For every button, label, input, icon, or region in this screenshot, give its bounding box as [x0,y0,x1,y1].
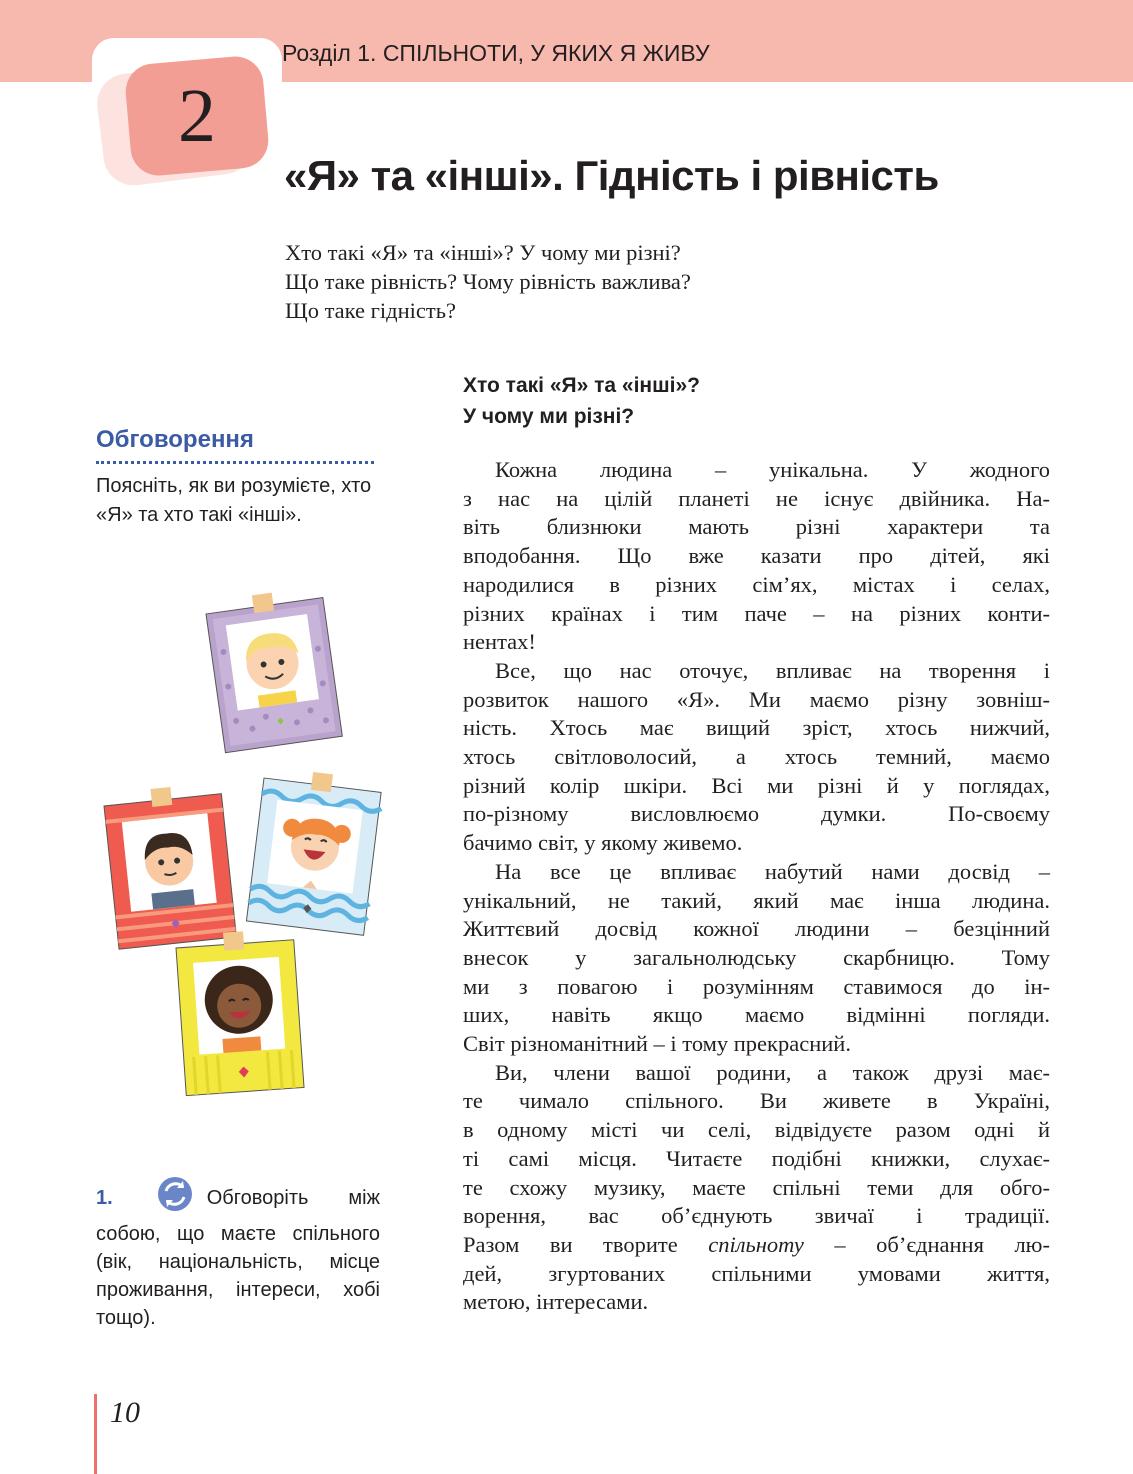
photo-frame-purple [204,586,342,753]
body-line: унікальний, не такий, який має інша людина. [463,887,1050,913]
body-line: те чимало спільного. Ви живете в Україні, [463,1088,1050,1114]
body-line: ми з повагою і розумінням ставимося до ін- [463,973,1050,999]
body-line: віть близнюки мають різні характери та [463,514,1050,540]
discussion-title: Обговорення [96,426,254,453]
body-line: те схожу музику, маєте спільні теми для обго- [463,1174,1050,1200]
lesson-title: «Я» та «інші». Гідність і рівність [284,152,939,199]
body-line: з нас на цілій планеті не існує двійника. На- [463,485,1050,511]
intro-questions [285,238,691,325]
subsection-heading-line: Хто такі «Я» та «інші»? [463,374,700,397]
body-line: в одному місті чи селі, відвідуєте разом одні й [463,1117,1050,1143]
subsection-heading-line: У чому ми різні? [463,405,635,428]
body-line: по-різному висловлюємо думки. По-своєму [463,801,1050,827]
page-bar [94,1394,97,1474]
intro-question: Що таке рівність? Чому рівність важлива? [285,269,691,294]
body-line: внесок у загальнолюдську скарбницю. Тому [463,944,1050,970]
body-line: вподобання. Що вже казати про дітей, які [463,543,1050,569]
photo-frame-red [103,782,237,949]
body-line: народилися в різних сім’ях, містах і селах, [463,571,1050,597]
discussion-divider [96,461,374,464]
children-photos-illustration [96,578,396,1108]
task-text: Обговоріть між собою, що маєте спільного (вік, національність, місце проживання, інтереси, хобі тощо). [96,1187,380,1329]
intro-question: Що таке гідність? [285,298,456,323]
term-community: спільноту [708,1231,804,1257]
body-line: Все, що нас оточує, впливає на творення і [495,657,1050,683]
body-line [463,1231,1050,1260]
body-line: різних країнах і тим паче – на різних конти- [463,600,1050,626]
body-line: Світ різноманітний – і тому прекрасний. [463,1031,851,1057]
body-line: ших, навіть якщо маємо відмінні погляди. [463,1002,1050,1028]
body-line: Ви, члени вашої родини, а також друзі має- [495,1059,1050,1085]
body-text-fragment: – об’єднання лю- [803,1231,1050,1257]
discussion-text: Поясніть, як ви розумієте, хто «Я» та хто такі «інші». [96,475,372,526]
body-line: ті самі місця. Читаєте подібні книжки, слухає- [463,1145,1050,1171]
body-line: різний колір шкіри. Всі ми різні й у поглядах, [463,772,1050,798]
intro-question: Хто такі «Я» та «інші»? У чому ми різні? [285,240,681,265]
body-line: ворення, вас об’єднують звичаї і традиції. [463,1203,1050,1229]
body-line: метою, інтересами. [463,1289,649,1315]
body-line: На все це впливає набутий нами досвід – [495,858,1050,884]
body-line: Життєвий досвід кожної людини – безцінний [463,916,1050,942]
photo-frame-blue [246,766,384,935]
body-line: бачимо світ, у якому живемо. [463,830,743,856]
body-text [463,456,1050,1317]
body-line: нентах! [463,629,536,655]
subsection-heading [463,370,700,432]
body-line: дей, згуртованих спільними умовами життя, [463,1260,1050,1286]
body-line: хтось світловолосий, а хтось темний, маємо [463,744,1050,770]
page-number: 10 [110,1396,140,1429]
body-line: Кожна людина – унікальна. У жодного [495,457,1050,482]
chapter-number: 2 [178,73,216,158]
task-number: 1. [96,1187,113,1209]
body-text-fragment: Разом ви творите [463,1231,709,1257]
section-title: Розділ 1. СПІЛЬНОТИ, У ЯКИХ Я ЖИВУ [282,40,710,66]
pair-exchange-icon [157,1176,193,1220]
task-1 [96,1176,380,1332]
body-line: ність. Хтось має вищий зріст, хтось нижчий, [463,715,1050,741]
photo-frame-yellow [175,928,304,1096]
body-line: розвиток нашого «Я». Ми маємо різну зовніш- [463,686,1050,712]
